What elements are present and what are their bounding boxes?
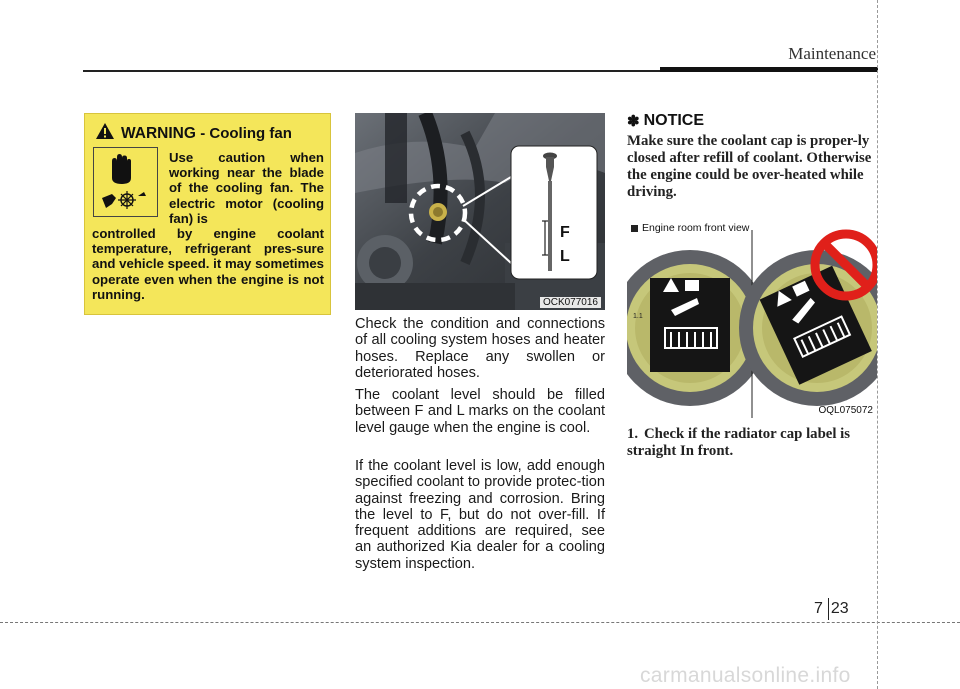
svg-text:1.1: 1.1	[633, 313, 643, 320]
step-item	[627, 426, 879, 460]
page-number-separator	[828, 598, 829, 620]
warning-box	[84, 113, 331, 315]
step-text: Check if the radiator cap label is straight In front.	[627, 426, 851, 459]
paragraph-coolant-level: The coolant level should be filled between F and L marks on the coolant level gauge when the engine is cool.	[355, 387, 605, 436]
notice-title: NOTICE	[643, 112, 705, 129]
radiator-cap-figure	[627, 220, 877, 418]
page-number-value: 23	[830, 600, 849, 617]
hand-stop-icon	[112, 154, 131, 184]
paragraph-add-coolant: If the coolant level is low, add enough specified coolant to provide protec-tion against freezing and corrosion. Bring the level to F, but do not over-fill. If frequent additions are required, see an authorized Kia dealer for a cooling system inspection.	[355, 458, 605, 572]
warning-text-right: Use caution when working near the blade of the cooling fan. The electric motor (cooling fan) is	[169, 150, 324, 226]
full-mark-label: F	[560, 224, 570, 241]
warning-text-full: controlled by engine coolant temperature, refrigerant pres-sure and vehicle speed. it may sometimes operate even when the engine is not running.	[92, 226, 324, 302]
warning-icon-panel	[93, 147, 158, 217]
warning-triangle-icon	[95, 122, 115, 145]
section-title: Maintenance	[788, 44, 876, 63]
figure-label-front-view: Engine room front view	[631, 222, 749, 234]
paragraph-hoses: Check the condition and connections of all cooling system hoses and heater hoses. Replace any swollen or deteriorated hoses.	[355, 316, 605, 381]
figure-caption-engine: OCK077016	[540, 297, 601, 308]
section-number: 7	[814, 600, 823, 617]
notice-text: Make sure the coolant cap is proper-ly closed after refill of coolant. Otherwise the engine could be over-heated while driving.	[627, 133, 872, 200]
engine-coolant-photo	[355, 113, 605, 310]
figure-caption-cap: OQL075072	[818, 405, 873, 416]
warning-heading	[95, 122, 325, 145]
notice-symbol-icon: ✽	[627, 113, 640, 130]
warning-title: WARNING	[121, 124, 196, 142]
site-watermark: carmanualsonline.info	[640, 664, 851, 687]
square-bullet-icon	[631, 225, 638, 232]
page-number	[814, 600, 849, 618]
footer-dashed-rule	[0, 622, 960, 623]
margin-dashed-guide	[877, 0, 878, 689]
warning-subtitle: - Cooling fan	[200, 125, 292, 142]
notice-heading	[627, 112, 704, 130]
low-mark-label: L	[560, 248, 570, 265]
step-number: 1.	[627, 426, 639, 442]
header-accent-bar	[660, 67, 878, 72]
fan-blade-hazard-icon	[102, 191, 146, 209]
